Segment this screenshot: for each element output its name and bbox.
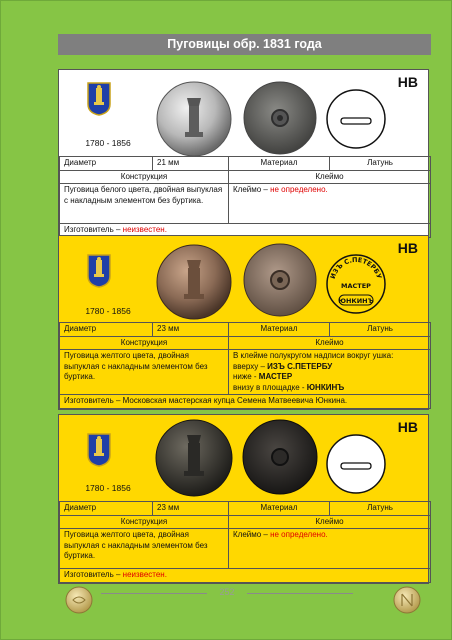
mark-text: Клеймо – не определено. bbox=[229, 184, 431, 224]
card-images bbox=[59, 415, 428, 501]
button-card-1 bbox=[58, 69, 429, 239]
category-badge: НВ bbox=[397, 74, 418, 90]
button-profile-drawing bbox=[324, 84, 388, 154]
button-front-image bbox=[154, 419, 234, 497]
diameter-value: 21 мм bbox=[153, 157, 229, 171]
button-profile-drawing bbox=[324, 429, 388, 499]
material-label: Материал bbox=[229, 502, 330, 516]
material-label: Материал bbox=[229, 157, 330, 171]
coat-of-arms-icon bbox=[87, 433, 111, 467]
mark-text: Клеймо – не определено. bbox=[229, 529, 431, 569]
stamp-bottom-text: ЮНКИНЪ bbox=[338, 297, 374, 305]
footer-coin-right-icon bbox=[393, 586, 421, 614]
diameter-label: Диаметр bbox=[60, 157, 153, 171]
button-back-image bbox=[242, 80, 318, 156]
diameter-label: Диаметр bbox=[60, 323, 153, 337]
page-title: Пуговицы обр. 1831 года bbox=[58, 34, 431, 55]
footer-coin-left-icon bbox=[65, 586, 93, 614]
diameter-value: 23 мм bbox=[153, 323, 229, 337]
maker-text: Изготовитель – неизвестен. bbox=[60, 224, 431, 238]
spec-table bbox=[59, 322, 431, 409]
material-value: Латунь bbox=[330, 323, 431, 337]
construction-text: Пуговица желтого цвета, двойная выпуклая с накладным элементом без буртика. bbox=[60, 529, 229, 569]
mark-text: В клейме полукругом надписи вокруг ушка: вверху – ИЗЪ С.ПЕТЕРБУ ниже - МАСТЕР внизу в площадке - ЮНКИНЪ bbox=[229, 350, 431, 395]
construction-header: Конструкция bbox=[60, 515, 229, 529]
maker-stamp-drawing bbox=[324, 250, 388, 320]
stamp-mid-text: МАСТЕР bbox=[341, 282, 371, 290]
construction-text: Пуговица белого цвета, двойная выпуклая с накладным элементом без буртика. bbox=[60, 184, 229, 224]
footer-divider-left bbox=[101, 593, 207, 594]
spec-table bbox=[59, 501, 431, 583]
construction-header: Конструкция bbox=[60, 336, 229, 350]
years-label: 1780 - 1856 bbox=[85, 483, 131, 493]
mark-header: Клеймо bbox=[229, 515, 431, 529]
maker-text: Изготовитель – неизвестен. bbox=[60, 569, 431, 583]
years-label: 1780 - 1856 bbox=[85, 306, 131, 316]
button-front-image bbox=[154, 80, 234, 158]
mark-header: Клеймо bbox=[229, 336, 431, 350]
diameter-label: Диаметр bbox=[60, 502, 153, 516]
coat-of-arms-icon bbox=[87, 82, 111, 116]
page-number: 252 bbox=[219, 587, 235, 597]
coat-of-arms-icon bbox=[87, 254, 111, 288]
card-images bbox=[59, 70, 428, 156]
footer-divider-right bbox=[247, 593, 353, 594]
diameter-value: 23 мм bbox=[153, 502, 229, 516]
category-badge: НВ bbox=[397, 419, 418, 435]
category-badge: НВ bbox=[397, 240, 418, 256]
card-images bbox=[59, 236, 428, 322]
button-card-3 bbox=[58, 414, 429, 584]
button-back-image bbox=[242, 242, 318, 318]
construction-text: Пуговица желтого цвета, двойная выпуклая с накладным элементом без буртика. bbox=[60, 350, 229, 395]
stamp-top-text: ИЗЪ С.ПЕТЕРБУ bbox=[328, 255, 384, 280]
button-back-image bbox=[242, 419, 318, 495]
material-value: Латунь bbox=[330, 502, 431, 516]
years-label: 1780 - 1856 bbox=[85, 138, 131, 148]
material-value: Латунь bbox=[330, 157, 431, 171]
button-card-2 bbox=[58, 235, 429, 410]
button-front-image bbox=[154, 242, 234, 320]
maker-text: Изготовитель – Московская мастерская купца Семена Матвеевича Юнкина. bbox=[60, 395, 431, 409]
material-label: Материал bbox=[229, 323, 330, 337]
mark-header: Клеймо bbox=[229, 170, 431, 184]
construction-header: Конструкция bbox=[60, 170, 229, 184]
spec-table bbox=[59, 156, 431, 238]
